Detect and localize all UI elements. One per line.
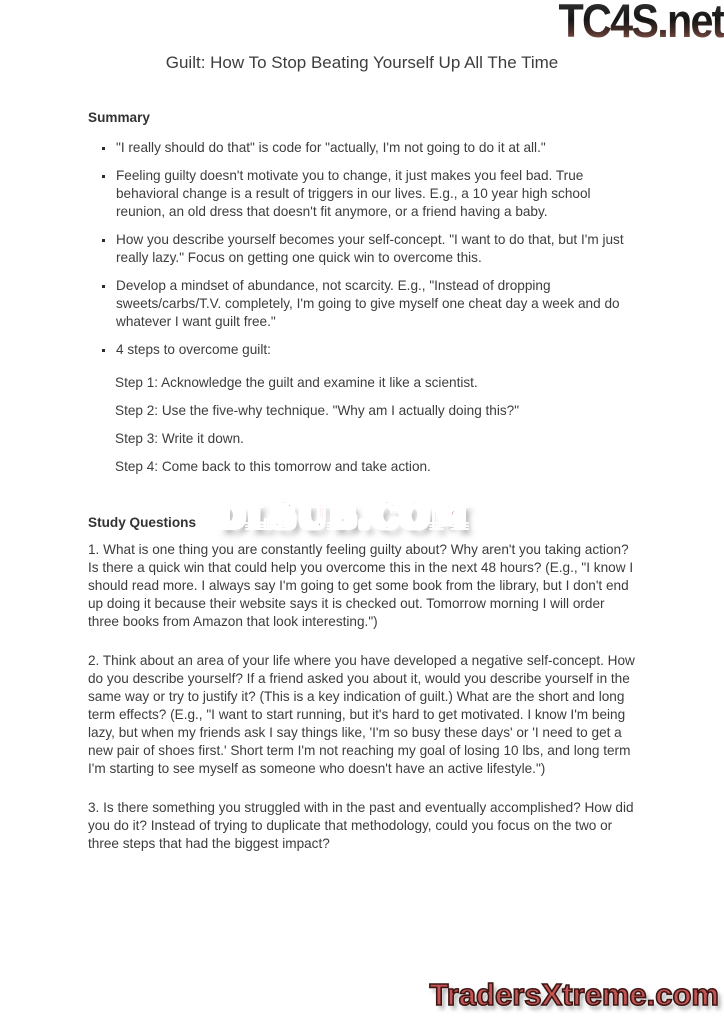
summary-heading: Summary	[88, 110, 150, 125]
step-1: Step 1: Acknowledge the guilt and examine it like a scientist.	[115, 375, 478, 390]
study-question-3: 3. Is there something you struggled with in the past and eventually accomplished? How did you do it? Instead of trying to duplicate that methodology, could you focus on the two or three steps that had the biggest impact?	[88, 800, 634, 851]
document-content	[0, 110, 724, 853]
summary-bullet-1	[115, 139, 636, 157]
tradersxtreme-logo: TradersXtreme.com	[429, 977, 719, 1012]
study-questions-heading: Study Questions	[88, 515, 197, 530]
summary-list	[88, 139, 636, 359]
study-question-2: 2. Think about an area of your life where you have developed a negative self-concept. How do you describe yourself? If a friend asked you about it, would you describe yourself in the same way or try to justify it? (This is a key indication of guilt.) What are the short and long term effects? (E.g., "I want to start running, but it's hard to get motivated. I know I'm being lazy, but when my friends ask I say things like, 'I'm so busy these days' or 'I need to get a new pair of shoes first.' Short term I'm not reaching my goal of losing 10 lbs, and long term I'm starting to see myself as someone who doesn't have an active lifestyle.")	[88, 653, 635, 776]
summary-bullet-3-text: How you describe yourself becomes your self-concept. "I want to do that, but I'm just really lazy." Focus on getting one quick win to overcome this.	[116, 232, 624, 265]
summary-bullet-3	[115, 231, 636, 267]
summary-bullet-2	[115, 167, 636, 221]
steps-list	[115, 374, 636, 476]
step-3: Step 3: Write it down.	[115, 431, 244, 446]
tc4s-logo: TC4S.net	[559, 0, 724, 45]
step-2: Step 2: Use the five-why technique. "Why am I actually doing this?"	[115, 403, 520, 418]
summary-bullet-5	[115, 341, 636, 359]
study-question-1: 1. What is one thing you are constantly feeling guilty about? Why aren't you taking action? Is there a quick win that could help you overcome this in the next 48 hours? (E.g., "I know I should read more. I always say I'm going to get some book from the library, but I don't end up doing it because their website says it is checked out. Tomorrow morning I will order three books from Amazon that look interesting.")	[88, 542, 634, 629]
step-4: Step 4: Come back to this tomorrow and take action.	[115, 459, 431, 474]
summary-bullet-1-text: "I really should do that" is code for "actually, I'm not going to do it at all."	[116, 140, 546, 155]
dlsub-watermark-logo: DLSUB.COM	[216, 496, 470, 535]
summary-bullet-2-text: Feeling guilty doesn't motivate you to change, it just makes you feel bad. True behavioral change is a result of triggers in our lives. E.g., a 10 year high school reunion, an old dress that doesn't fit anymore, or a friend having a baby.	[116, 168, 591, 219]
study-questions-heading-row	[88, 496, 636, 535]
summary-bullet-5-text: 4 steps to overcome guilt:	[116, 342, 271, 357]
summary-bullet-4-text: Develop a mindset of abundance, not scarcity. E.g., "Instead of dropping sweets/carbs/T.V. completely, I'm going to give myself one cheat day a week and do whatever I want guilt free."	[116, 278, 620, 329]
page-title: Guilt: How To Stop Beating Yourself Up All The Time	[165, 53, 559, 72]
summary-bullet-4	[115, 277, 636, 331]
